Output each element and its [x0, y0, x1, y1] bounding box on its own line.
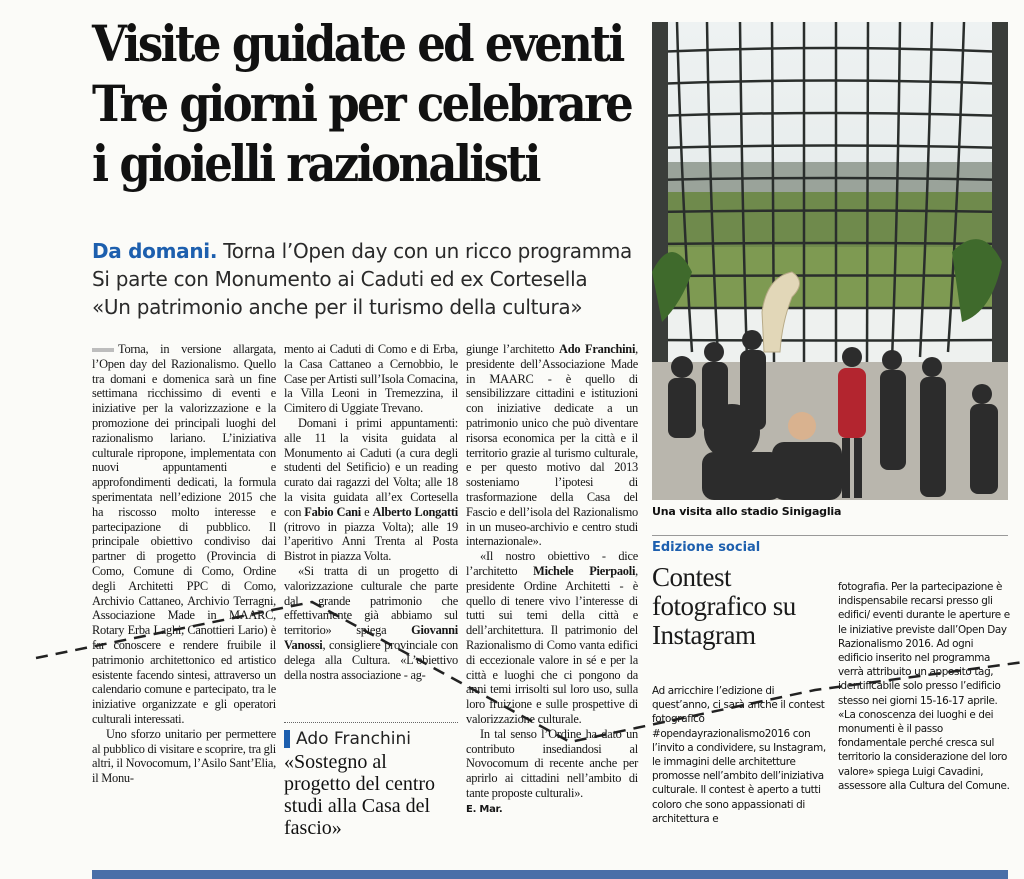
column-2-text-2b: e: [360, 504, 373, 519]
article-column-1: [92, 342, 276, 786]
stadium-photo: [652, 22, 1008, 500]
column-2-text-2c: (ritrovo in piazza Volta); alle 19 l’aperitivo Anni Trenta al Posta Bistrot in piazza Volta.: [284, 519, 458, 564]
photo-caption: Una visita allo stadio Sinigaglia: [652, 505, 842, 518]
column-2-paragraph-2: [284, 416, 458, 564]
headline-line-3: i gioielli razionalisti: [92, 134, 539, 193]
sidebar-column-2: [838, 580, 1010, 793]
sidebar-divider: [652, 535, 1008, 536]
bottom-rule: [92, 870, 1008, 879]
column-3-paragraph-3: In tal senso l’Ordine ha dato un contributo insediandosi al Novocomum di recente anche per aprirlo ai cittadini nell’ambito di tante proposte culturali».: [466, 726, 638, 800]
person-name: Fabio Cani: [304, 504, 361, 519]
column-3-text-1b: , presidente dell’Associazione Made in MAARC - è quello di sensibilizzare cittadini e istituzioni con iniziative dedicate a un patrimonio unico che può diventare risorsa economica per la città e il territorio grazie al turismo culturale, e per questo motivo dal 2013 sosteniamo l’ipotesi di trasformazione della Casa del Fascio e dell’isola del Razionalismo in un museo-archivio e centro studi internazionale».: [466, 342, 638, 549]
subhead-line-1: Torna l’Open day con un ricco programma: [223, 239, 633, 263]
person-name: Giovanni Vanossi: [284, 623, 458, 652]
column-1-paragraph-2: Uno sforzo unitario per permettere al pubblico di visitare e scoprire, tra gli altri, il Novocomum, l’Asilo Sant’Elia, il Monu-: [92, 726, 276, 786]
subhead-line-2: Si parte con Monumento ai Caduti ed ex Cortesella: [92, 267, 588, 291]
pull-quote-author: [284, 729, 458, 749]
subheadline: [92, 237, 652, 321]
column-3-text-2b: , presidente Ordine Architetti - è quello di tenere vivo l’interesse di tutti sui temi della città e dell’architettura. Il patrimonio del Razionalismo di Como vanta edifici di eccezionale valore in sé e per la città e luoghi che ci pongono da anni temi irrisolti sul loro uso, sulla loro fruizione e sulle prospettive di valorizzazione culturale.: [466, 563, 638, 726]
pull-quote-text: «Sostegno al progetto del centro studi alla Casa del fascio»: [284, 751, 436, 839]
article-column-3: [466, 342, 638, 818]
sidebar-column-1: [652, 684, 830, 826]
column-3-paragraph-2: [466, 549, 638, 727]
sidebar-text-1: Ad arricchire l’edizione di quest’anno, ci sarà anche il contest fotografico #opendayrazionalismo2016 con l’invito a condividere, su Instagram, le immagini delle architetture promosse nell’ambito dell’iniziativa culturale. Il contest è aperto a tutti coloro che sono appassionati di architettura e: [652, 685, 826, 825]
column-2-text-3b: , consigliere provinciale con delega alla Cultura. «L’obiettivo della nostra associazione - ag-: [284, 637, 458, 682]
quote-marker: [284, 730, 290, 748]
headline: [92, 14, 632, 194]
article-column-2: [284, 342, 458, 682]
column-1-paragraph-1: [92, 342, 276, 727]
sidebar-text-2: fotografia. Per la partecipazione è indispensabile recarsi presso gli edifici/ eventi durante le aperture e le iniziative previste dall’Open Day Razionalismo 2016. Ad ogni edificio inserito nel programma verrà attribuito un apposito tag, identificabile solo presso l’edificio stesso nei giorni 15-16-17 aprile. «La conoscenza dei luoghi e dei monumenti è il passo fondamentale perché cresca sul territorio la considerazione del loro valore» spiega Luigi Cavadini, assessore alla Cultura del Comune.: [838, 581, 1010, 792]
headline-line-2: Tre giorni per celebrare: [92, 74, 632, 133]
person-name: Alberto Longatti: [372, 504, 458, 519]
lead-marker: [92, 348, 114, 352]
person-name: Michele Pierpaoli: [533, 563, 636, 578]
sidebar-kicker: Edizione social: [652, 540, 761, 555]
column-3-paragraph-1: [466, 342, 638, 549]
column-1-text-1: Torna, in versione allargata, l’Open day del Razionalismo. Quello tra domani e domenica sarà un fine settimana ricchissimo di eventi e iniziative per la valorizzazione e la promozione dei principali luoghi del razionalismo lariano. L’iniziativa culturale ripropone, implementata con nuovi appuntamenti e approfondimenti dedicati, la formula sperimentata nell’edizione 2015 che ha riscosso molto interesse e partecipazione di pubblico. Il principale obiettivo condiviso dai partner di progetto (Provincia di Como, Comune di Como, Ordine degli Architetti PPC di Como, Archivio Cattaneo, Archivio Terragni, Associazione Made in MAARC, Rotary Erba Laghi, Canottieri Lario) è far conoscere e rendere fruibile il patrimonio architettonico ed artistico esistente facendo sintesi, attraverso un calendario comune e partecipato, tra le iniziative organizzate e gli operatori culturali interessati.: [92, 342, 276, 726]
column-2-paragraph-3: [284, 564, 458, 682]
signature-text: E. Mar.: [466, 803, 503, 815]
column-2-paragraph-1: mento ai Caduti di Como e di Erba, la Casa Cattaneo a Cernobbio, le Case per Artisti sull’Isola Comacina, la Villa Leoni in Tremezzina, il Cimitero di Uggiate Trevano.: [284, 342, 458, 416]
headline-line-1: Visite guidate ed eventi: [92, 14, 623, 73]
sidebar-title: Contest fotografico su Instagram: [652, 562, 796, 650]
column-3-text-2a: «Il nostro obiettivo - dice l’architetto: [466, 549, 638, 578]
author-signature: [466, 801, 638, 818]
column-2-text-2a: Domani i primi appuntamenti: alle 11 la visita guidata al Monumento ai Caduti (a cura degli studenti del Setificio) e un reading curato dai ragazzi del Volta; alle 18 la visita guidata all’ex Cortesella con: [284, 415, 458, 519]
person-name: Ado Franchini: [559, 342, 636, 356]
pull-quote: [284, 722, 458, 839]
column-2-text-3a: «Si tratta di un progetto di valorizzazione culturale che parte dal grande patrimonio che effettivamente già abbiamo sul territorio» spiega: [284, 563, 458, 638]
column-3-text-1a: giunge l’architetto: [466, 342, 560, 356]
pull-quote-name: Ado Franchini: [296, 729, 411, 749]
subhead-kicker: Da domani.: [92, 239, 218, 263]
subhead-line-3: «Un patrimonio anche per il turismo della cultura»: [92, 295, 583, 319]
stadium-window-illustration: [652, 22, 1008, 500]
